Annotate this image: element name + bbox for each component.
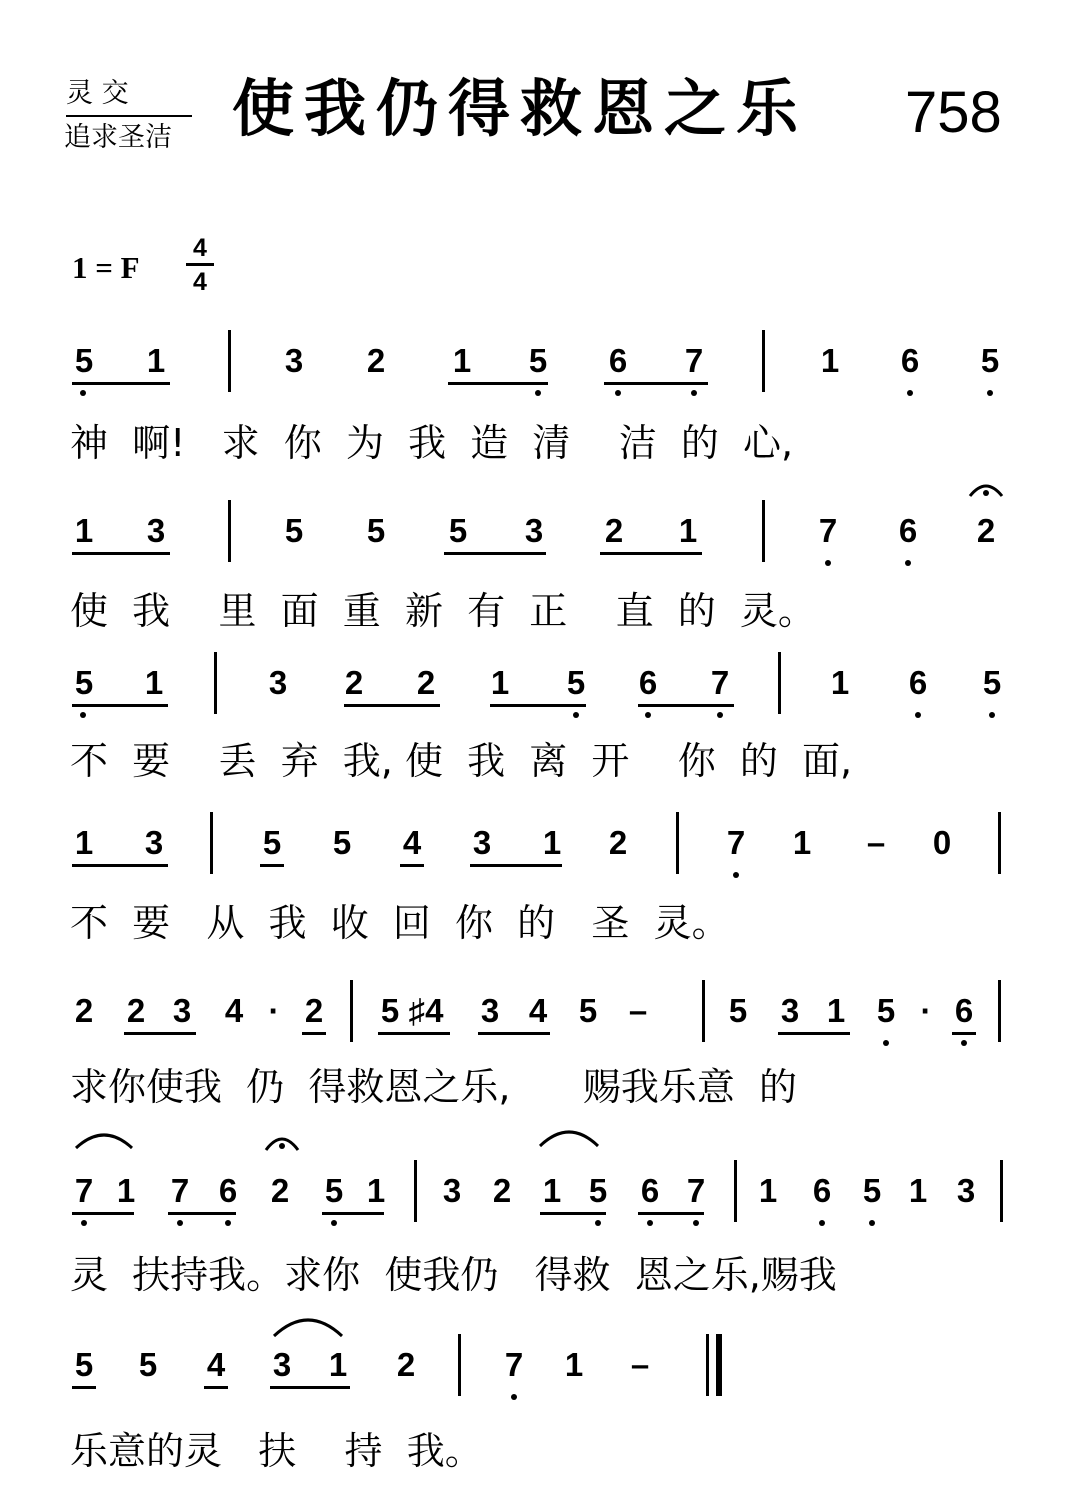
low-octave-dot (647, 1220, 653, 1226)
note: 1 (366, 1172, 386, 1209)
low-octave-dot (595, 1220, 601, 1226)
note: 1 (452, 342, 472, 379)
beam (260, 864, 284, 867)
notation-line-2 (0, 500, 1080, 560)
lyrics-line-1: 神 啊! 求 你 为 我 造 清 洁 的 心, (70, 421, 794, 465)
note: 1 (328, 1346, 348, 1383)
note: 2 (366, 342, 386, 379)
note: 2 (344, 664, 364, 701)
category-divider (66, 115, 192, 117)
low-octave-dot (825, 560, 831, 566)
barline (778, 652, 781, 714)
notation-line-6 (0, 1160, 1080, 1220)
beam (302, 1032, 326, 1035)
barline (458, 1334, 461, 1396)
low-octave-dot (81, 1220, 87, 1226)
note: 7 (686, 1172, 706, 1209)
barline (350, 980, 353, 1042)
low-octave-dot (177, 1220, 183, 1226)
low-octave-dot (645, 712, 651, 718)
note: 5 (528, 342, 548, 379)
note: 4 (206, 1346, 226, 1383)
barline (998, 980, 1001, 1042)
note: – (866, 824, 886, 861)
note: 7 (818, 512, 838, 549)
low-octave-dot (905, 560, 911, 566)
note: 1 (74, 512, 94, 549)
beam (540, 1212, 606, 1215)
note: 3 (780, 992, 800, 1029)
note: 1 (678, 512, 698, 549)
note: 3 (524, 512, 544, 549)
barline (762, 330, 765, 392)
beam (778, 1032, 850, 1035)
note: 2 (604, 512, 624, 549)
key-signature: 1 = F (72, 250, 140, 285)
beam (470, 864, 562, 867)
note: 7 (504, 1346, 524, 1383)
category-bottom: 追求圣洁 (64, 122, 172, 153)
note: 7 (170, 1172, 190, 1209)
beam (204, 1386, 228, 1389)
category-top: 灵 交 (66, 78, 129, 109)
low-octave-dot (535, 390, 541, 396)
note: 5 (138, 1346, 158, 1383)
note: 5 (262, 824, 282, 861)
note: 5 (862, 1172, 882, 1209)
barline (762, 500, 765, 562)
low-octave-dot (907, 390, 913, 396)
notation-line-7 (0, 1334, 1080, 1394)
note: 1 (758, 1172, 778, 1209)
beam (322, 1212, 384, 1215)
barline (228, 330, 231, 392)
note: 4 (402, 824, 422, 861)
time-signature-top: 4 (193, 234, 207, 262)
beam (400, 864, 424, 867)
fermata (262, 1130, 302, 1154)
note: 7 (684, 342, 704, 379)
low-octave-dot (225, 1220, 231, 1226)
time-signature-rule (186, 263, 214, 266)
beam (72, 864, 168, 867)
beam (124, 1032, 196, 1035)
note: 1 (144, 664, 164, 701)
note: 1 (490, 664, 510, 701)
note: 5 (380, 992, 400, 1029)
note: 6 (608, 342, 628, 379)
note: 1 (542, 824, 562, 861)
low-octave-dot (883, 1040, 889, 1046)
low-octave-dot (869, 1220, 875, 1226)
beam (168, 1212, 236, 1215)
beam (604, 382, 708, 385)
note: 1 (564, 1346, 584, 1383)
barline (228, 500, 231, 562)
note: 6 (900, 342, 920, 379)
low-octave-dot (80, 712, 86, 718)
note: 3 (956, 1172, 976, 1209)
note: 5 (74, 664, 94, 701)
note: 0 (932, 824, 952, 861)
note: 6 (218, 1172, 238, 1209)
barline (702, 980, 705, 1042)
note: 5 (284, 512, 304, 549)
note: 5 (448, 512, 468, 549)
note: 1 (146, 342, 166, 379)
lyrics-line-5: 求你使我 仍 得救恩之乐, 赐我乐意 的 (70, 1065, 798, 1109)
note: – (630, 1346, 650, 1383)
note: 6 (640, 1172, 660, 1209)
note: 1 (792, 824, 812, 861)
low-octave-dot (573, 712, 579, 718)
barline (414, 1160, 417, 1222)
low-octave-dot (915, 712, 921, 718)
low-octave-dot (331, 1220, 337, 1226)
note: 2 (74, 992, 94, 1029)
note: · (920, 992, 932, 1029)
note: 2 (396, 1346, 416, 1383)
low-octave-dot (987, 390, 993, 396)
note: 7 (726, 824, 746, 861)
note: 1 (826, 992, 846, 1029)
barline (214, 652, 217, 714)
note: 5 (728, 992, 748, 1029)
note: 3 (272, 1346, 292, 1383)
note: 6 (908, 664, 928, 701)
low-octave-dot (693, 1220, 699, 1226)
beam (72, 552, 170, 555)
note: 7 (710, 664, 730, 701)
note: 1 (820, 342, 840, 379)
beam (72, 382, 170, 385)
hymn-number: 758 (905, 80, 1002, 145)
beam (952, 1032, 976, 1035)
barline (1000, 1160, 1003, 1222)
note: 5 (366, 512, 386, 549)
lyrics-line-4: 不 要 从 我 收 回 你 的 圣 灵。 (70, 901, 730, 945)
low-octave-dot (717, 712, 723, 718)
note: 5 (332, 824, 352, 861)
note: 2 (608, 824, 628, 861)
note: 5 (74, 342, 94, 379)
note: 7 (74, 1172, 94, 1209)
note: 1 (74, 824, 94, 861)
beam (270, 1386, 350, 1389)
low-octave-dot (511, 1394, 517, 1400)
note: 3 (268, 664, 288, 701)
beam (72, 1386, 96, 1389)
slur (72, 1128, 136, 1150)
slur (536, 1124, 602, 1148)
note: 3 (172, 992, 192, 1029)
notation-line-5 (0, 980, 1080, 1040)
time-signature-bottom: 4 (193, 268, 207, 296)
beam (490, 704, 586, 707)
final-barline-thick (716, 1334, 722, 1396)
barline (998, 812, 1001, 874)
beam (72, 704, 168, 707)
note: – (628, 992, 648, 1029)
note: 5 (578, 992, 598, 1029)
low-octave-dot (615, 390, 621, 396)
notation-line-3 (0, 652, 1080, 712)
notation-line-1 (0, 330, 1080, 390)
note: 3 (144, 824, 164, 861)
beam (448, 382, 548, 385)
beam (344, 704, 440, 707)
lyrics-line-6: 灵 扶持我。求你 使我仍 得救 恩之乐,赐我 (70, 1253, 837, 1297)
note: 4 (224, 992, 244, 1029)
note: 5 (74, 1346, 94, 1383)
note: 2 (416, 664, 436, 701)
beam (478, 1032, 550, 1035)
lyrics-line-2: 使 我 里 面 重 新 有 正 直 的 灵。 (70, 589, 816, 633)
barline (734, 1160, 737, 1222)
low-octave-dot (819, 1220, 825, 1226)
note: 2 (126, 992, 146, 1029)
note: 2 (492, 1172, 512, 1209)
note: 6 (638, 664, 658, 701)
lyrics-line-3: 不 要 丢 弃 我, 使 我 离 开 你 的 面, (70, 739, 853, 783)
note: ♯4 (408, 992, 444, 1029)
note: 3 (146, 512, 166, 549)
note: · (268, 992, 280, 1029)
lyrics-line-7: 乐意的灵 扶 持 我。 (70, 1429, 483, 1473)
hymn-title: 使我仍得救恩之乐 (232, 72, 809, 145)
note: 5 (324, 1172, 344, 1209)
beam (444, 552, 546, 555)
note: 3 (480, 992, 500, 1029)
low-octave-dot (733, 872, 739, 878)
low-octave-dot (961, 1040, 967, 1046)
barline (676, 812, 679, 874)
note: 3 (442, 1172, 462, 1209)
note: 6 (812, 1172, 832, 1209)
beam (72, 1212, 134, 1215)
note: 3 (472, 824, 492, 861)
note: 4 (528, 992, 548, 1029)
note: 1 (830, 664, 850, 701)
note: 2 (976, 512, 996, 549)
barline (210, 812, 213, 874)
note: 1 (116, 1172, 136, 1209)
beam (600, 552, 702, 555)
beam (378, 1032, 450, 1035)
note: 5 (982, 664, 1002, 701)
fermata (966, 478, 1006, 500)
note: 6 (898, 512, 918, 549)
final-barline-thin (706, 1334, 709, 1396)
note: 2 (304, 992, 324, 1029)
low-octave-dot (80, 390, 86, 396)
low-octave-dot (989, 712, 995, 718)
note: 1 (908, 1172, 928, 1209)
note: 3 (284, 342, 304, 379)
note: 5 (980, 342, 1000, 379)
beam (638, 1212, 704, 1215)
beam (638, 704, 734, 707)
note: 5 (876, 992, 896, 1029)
note: 5 (566, 664, 586, 701)
note: 6 (954, 992, 974, 1029)
low-octave-dot (691, 390, 697, 396)
notation-line-4 (0, 812, 1080, 872)
note: 2 (270, 1172, 290, 1209)
note: 1 (542, 1172, 562, 1209)
note: 5 (588, 1172, 608, 1209)
